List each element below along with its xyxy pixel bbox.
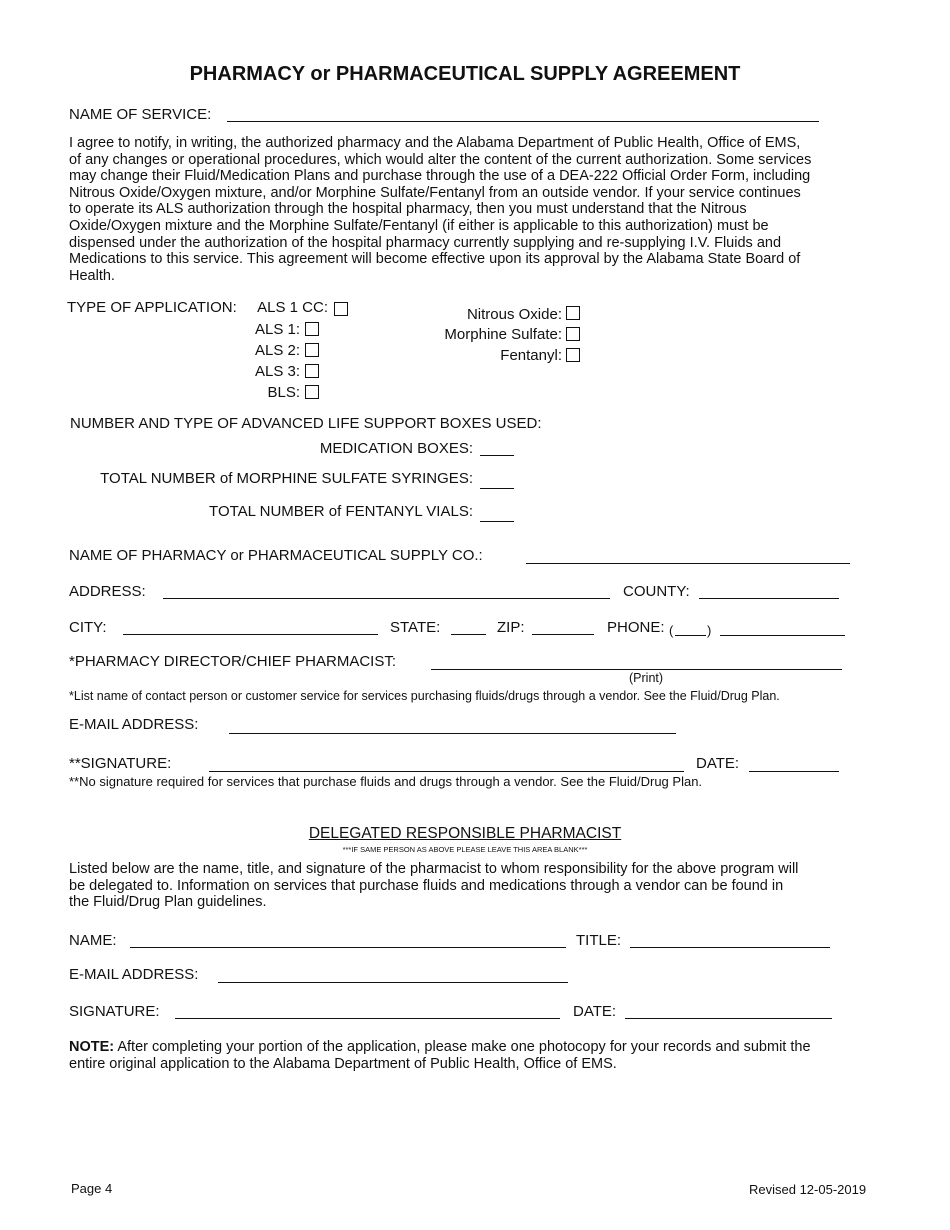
signature-field[interactable] [209,771,684,772]
delegated-subheading: ***IF SAME PERSON AS ABOVE PLEASE LEAVE THIS AREA BLANK*** [342,845,588,854]
county-field[interactable] [699,598,839,599]
agreement-line: of any changes or operational procedures, which would alter the content of the current authorization. Some services [69,151,812,168]
address-label: ADDRESS: [69,583,146,600]
delegated-intro-line: the Fluid/Drug Plan guidelines. [69,894,267,911]
delegated-signature-label: SIGNATURE: [69,1003,160,1020]
morphine-sulfate-label: Morphine Sulfate: [444,326,562,343]
date-label: DATE: [696,755,740,772]
email-label: E-MAIL ADDRESS: [69,716,199,733]
nitrous-oxide-checkbox[interactable] [566,306,580,320]
agreement-line: may change their Fluid/Medication Plans and purchase through the use of a DEA-222 Official Order Form, including [69,168,811,185]
delegated-intro-line: be delegated to. Information on services that purchase fluids and medications through a vendor can be found in [69,877,784,894]
morphine-sulfate-checkbox[interactable] [566,327,580,341]
address-field[interactable] [163,598,610,599]
zip-field[interactable] [532,634,594,635]
fentanyl-label: Fentanyl: [500,347,562,364]
delegated-name-field[interactable] [130,947,566,948]
medication-boxes-label: MEDICATION BOXES: [319,440,473,457]
agreement-line: Nitrous Oxide/Oxygen mixture, and/or Morphine Sulfate/Fentanyl from an outside vendor. If your service continues [69,184,801,201]
als2-checkbox[interactable] [305,343,319,357]
delegated-title-field[interactable] [630,947,830,948]
city-field[interactable] [123,634,378,635]
application-type-label: TYPE OF APPLICATION: [67,299,237,316]
bls-label: BLS: [267,384,300,401]
agreement-line: Medications to this service. This agreement will become effective upon its approval by the Alabama State Board of [69,251,801,268]
contact-note: *List name of contact person or customer service for services purchasing fluids/drugs through a vendor. See the Fluid/Drug Plan. [69,689,780,703]
director-field[interactable] [431,669,842,670]
phone-paren-close: ) [707,623,712,638]
date-field[interactable] [749,771,839,772]
note-bold: NOTE: [69,1039,115,1055]
pharmacy-name-field[interactable] [526,563,850,564]
als1cc-checkbox[interactable] [334,302,348,316]
signature-note: **No signature required for services that purchase fluids and drugs through a vendor. See the Fluid/Drug Plan. [69,774,703,789]
als-boxes-heading: NUMBER AND TYPE OF ADVANCED LIFE SUPPORT BOXES USED: [70,415,542,432]
page-title: PHARMACY or PHARMACEUTICAL SUPPLY AGREEMENT [189,63,741,85]
delegated-intro-line: Listed below are the name, title, and signature of the pharmacist to whom responsibility for the above program will [69,861,799,877]
fentanyl-vials-label: TOTAL NUMBER of FENTANYL VIALS: [209,503,473,520]
als1cc-label: ALS 1 CC: [257,299,328,316]
agreement-line: I agree to notify, in writing, the authorized pharmacy and the Alabama Department of Public Health, Office of EMS, [69,135,801,151]
delegated-title-label: TITLE: [576,932,622,949]
als3-label: ALS 3: [254,363,300,380]
print-note: (Print) [629,671,664,685]
fentanyl-vials-field[interactable] [480,521,514,522]
revised-date: Revised 12-05-2019 [749,1182,867,1197]
delegated-name-label: NAME: [69,932,117,949]
state-label: STATE: [390,619,441,636]
medication-boxes-field[interactable] [480,455,514,456]
phone-label: PHONE: [607,619,665,636]
note-text-2: entire original application to the Alabama Department of Public Health, Office of EMS. [69,1055,617,1072]
note-text-1: After completing your portion of the application, please make one photocopy for your records and submit the [114,1039,811,1055]
phone-field[interactable] [720,635,845,636]
city-label: CITY: [69,619,107,636]
zip-label: ZIP: [497,619,525,636]
agreement-line: Oxide/Oxygen mixture and the Morphine Sulfate/Fentanyl (if either is applicable to this authorization) must be [69,217,769,234]
als3-checkbox[interactable] [305,364,319,378]
delegated-intro [69,861,798,911]
delegated-signature-field[interactable] [175,1018,560,1019]
county-label: COUNTY: [623,583,690,600]
delegated-date-label: DATE: [573,1003,617,1020]
morphine-syringes-label: TOTAL NUMBER of MORPHINE SULFATE SYRINGES: [100,470,473,487]
pharmacy-name-label: NAME OF PHARMACY or PHARMACEUTICAL SUPPLY CO.: [69,547,483,564]
phone-paren-open: ( [669,623,674,638]
morphine-syringes-field[interactable] [480,488,514,489]
nitrous-oxide-label: Nitrous Oxide: [466,306,562,323]
als1-checkbox[interactable] [305,322,319,336]
page-number: Page 4 [71,1181,113,1196]
delegated-date-field[interactable] [625,1018,832,1019]
als2-label: ALS 2: [254,342,300,359]
delegated-email-label: E-MAIL ADDRESS: [69,966,199,983]
agreement-paragraph [69,135,811,284]
note [69,1039,811,1072]
fentanyl-checkbox[interactable] [566,348,580,362]
email-field[interactable] [229,733,676,734]
area-code-field[interactable] [675,635,706,636]
delegated-email-field[interactable] [218,982,568,983]
agreement-line: to operate its ALS authorization through the hospital pharmacy, then you must understand that the Nitrous [69,201,747,218]
name-of-service-label: NAME OF SERVICE: [69,106,212,123]
name-of-service-field[interactable] [227,121,819,122]
director-label: *PHARMACY DIRECTOR/CHIEF PHARMACIST: [69,653,396,670]
als1-label: ALS 1: [254,321,300,338]
state-field[interactable] [451,634,486,635]
agreement-line: Health. [69,267,115,284]
bls-checkbox[interactable] [305,385,319,399]
signature-label: **SIGNATURE: [69,755,172,772]
agreement-line: dispensed under the authorization of the hospital pharmacy currently supplying and re-supplying I.V. Fluids and [69,234,782,251]
delegated-heading: DELEGATED RESPONSIBLE PHARMACIST [308,825,622,842]
